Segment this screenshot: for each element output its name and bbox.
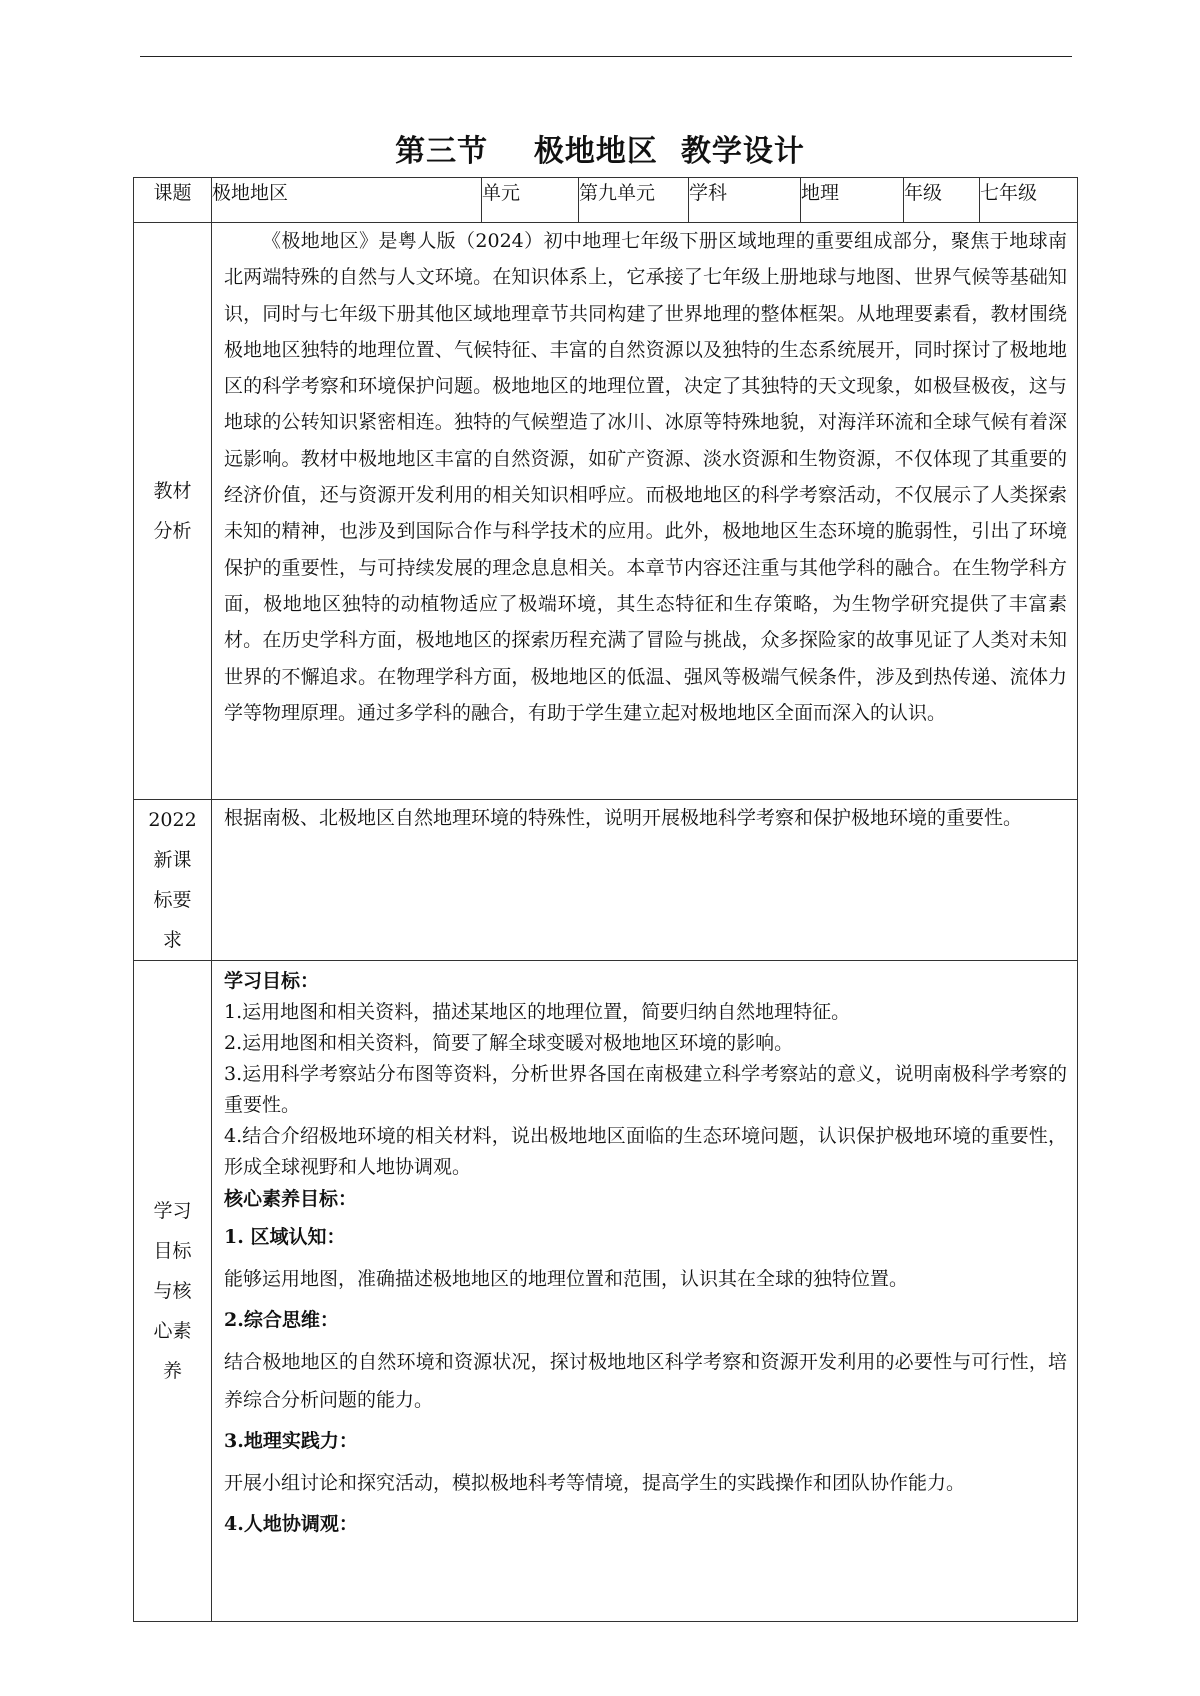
goals-label <box>134 961 212 1622</box>
textbook-analysis-row <box>134 223 1078 800</box>
header-rule <box>140 56 1072 57</box>
label-line: 学习 <box>153 1200 192 1222</box>
core-goal-text: 结合极地地区的自然环境和资源状况，探讨极地地区科学考察和资源开发利用的必要性与可行性，培养综合分析问题的能力。 <box>224 1351 1067 1411</box>
textbook-analysis-cell <box>212 223 1078 800</box>
core-goal-title: 1. 区域认知： <box>224 1226 346 1248</box>
lesson-plan-table <box>133 177 1078 1622</box>
header-row <box>134 178 1078 223</box>
subject-label: 学科 <box>689 178 801 223</box>
goals-row <box>134 961 1078 1622</box>
learning-goal-item: 2.运用地图和相关资料，简要了解全球变暖对极地地区环境的影响。 <box>224 1032 794 1054</box>
textbook-analysis-text: 《极地地区》是粤人版（2024）初中地理七年级下册区域地理的重要组成部分，聚焦于地球南北两端特殊的自然与人文环境。在知识体系上，它承接了七年级上册地球与地图、世界气候等基础知识，同时与七年级下册其他区域地理章节共同构建了世界地理的整体框架。从地理要素看，教材围绕极地地区独特的地理位置、气候特征、丰富的自然资源以及独特的生态系统展开，同时探讨了极地地区的科学考察和环境保护问题。极地地区的地理位置，决定了其独特的天文现象，如极昼极夜，这与地球的公转知识紧密相连。独特的气候塑造了冰川、冰原等特殊地貌，对海洋环流和全球气候有着深远影响。教材中极地地区丰富的自然资源，如矿产资源、淡水资源和生物资源，不仅体现了其重要的经济价值，还与资源开发利用的相关知识相呼应。而极地地区的科学考察活动，不仅展示了人类探索未知的精神，也涉及到国际合作与科学技术的应用。此外，极地地区生态环境的脆弱性，引出了环境保护的重要性，与可持续发展的理念息息相关。本章节内容还注重与其他学科的融合。在生物学科方面，极地地区独特的动植物适应了极端环境，其生态特征和生存策略，为生物学研究提供了丰富素材。在历史学科方面，极地地区的探索历程充满了冒险与挑战，众多探险家的故事见证了人类对未知世界的不懈追求。在物理学科方面，极地地区的低温、强风等极端气候条件，涉及到热传递、流体力学等物理原理。通过多学科的融合，有助于学生建立起对极地地区全面而深入的认识。 <box>224 230 1067 724</box>
label-line: 心素 <box>153 1320 192 1342</box>
core-goal-text: 开展小组讨论和探究活动，模拟极地科考等情境，提高学生的实践操作和团队协作能力。 <box>224 1472 966 1494</box>
label-line: 新课 <box>153 849 192 871</box>
topic-label: 课题 <box>134 178 212 223</box>
grade-value: 七年级 <box>980 178 1078 223</box>
curriculum-standard-row <box>134 800 1078 961</box>
label-line: 标要 <box>153 889 192 911</box>
label-line: 教材 <box>153 480 192 502</box>
goals-cell <box>212 961 1078 1622</box>
label-line: 目标 <box>153 1240 192 1262</box>
core-goal-title: 2.综合思维： <box>224 1309 339 1331</box>
learning-goal-item: 1.运用地图和相关资料，描述某地区的地理位置，简要归纳自然地理特征。 <box>224 1001 851 1023</box>
textbook-analysis-label <box>134 223 212 800</box>
label-line: 求 <box>162 929 182 951</box>
unit-value: 第九单元 <box>579 178 689 223</box>
curriculum-standard-text: 根据南极、北极地区自然地理环境的特殊性，说明开展极地科学考察和保护极地环境的重要性。 <box>224 807 1023 829</box>
page-title: 第三节 极地地区 教学设计 <box>395 134 805 169</box>
label-line: 与核 <box>153 1280 192 1302</box>
learning-goals-heading: 学习目标： <box>224 970 320 992</box>
curriculum-standard-cell <box>212 800 1078 961</box>
core-goal-text: 能够运用地图，准确描述极地地区的地理位置和范围，认识其在全球的独特位置。 <box>224 1268 909 1290</box>
curriculum-standard-label <box>134 800 212 961</box>
label-line: 2022 <box>148 809 197 831</box>
core-goals-heading: 核心素养目标： <box>224 1188 358 1210</box>
unit-label: 单元 <box>482 178 579 223</box>
label-line: 分析 <box>153 520 192 542</box>
core-goal-title: 3.地理实践力： <box>224 1430 358 1452</box>
learning-goal-item: 3.运用科学考察站分布图等资料，分析世界各国在南极建立科学考察站的意义，说明南极科学考察的重要性。 <box>224 1063 1067 1116</box>
subject-value: 地理 <box>801 178 904 223</box>
topic-value: 极地地区 <box>212 178 482 223</box>
grade-label: 年级 <box>904 178 980 223</box>
core-goal-title: 4.人地协调观： <box>224 1513 358 1535</box>
label-line: 养 <box>162 1360 182 1382</box>
learning-goal-item: 4.结合介绍极地环境的相关材料，说出极地地区面临的生态环境问题，认识保护极地环境的重要性，形成全球视野和人地协调观。 <box>224 1125 1067 1178</box>
